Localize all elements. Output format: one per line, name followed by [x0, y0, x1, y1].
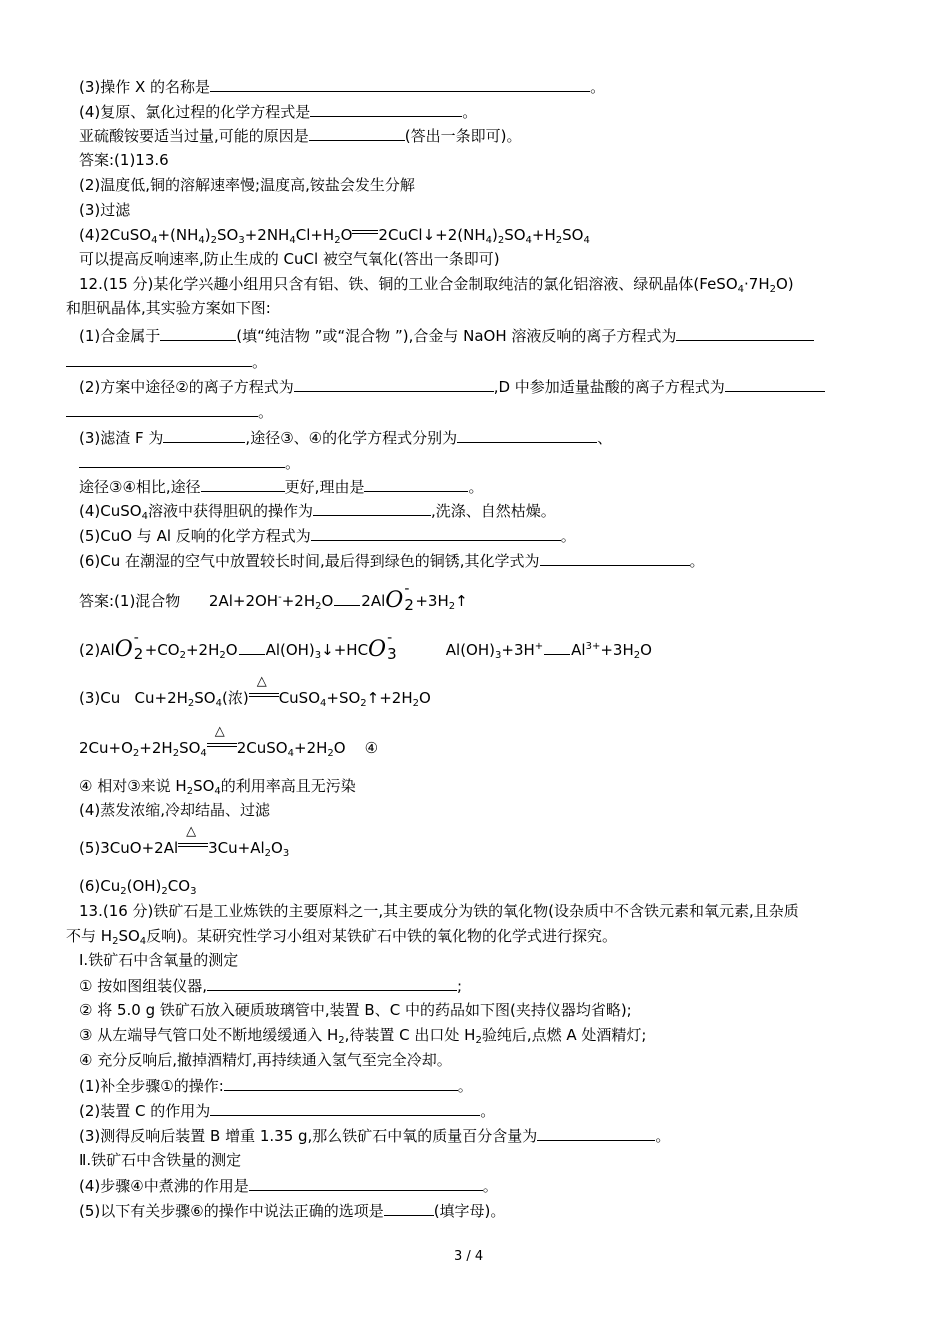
q12-4: (4)CuSO$_4$溶液中获得胆矾的操作为 ,洗涤、自然枯燥。: [79, 502, 556, 522]
page-number: 3 / 4: [454, 1249, 484, 1264]
q3-line: (3)操作 X 的名称是 。: [79, 78, 606, 96]
q13-intro: 13.(16 分)铁矿石是工业炼铁的主要原料之一,其主要成分为铁的氧化物(设杂质中不含铁元素和氧元素,且杂质: [79, 902, 799, 920]
answer-blank[interactable]: [207, 975, 457, 991]
q12-3-compare: 途径③④相比,途径 更好,理由是 。: [79, 478, 484, 496]
q12-5: (5)CuO 与 Al 反响的化学方程式为 。: [79, 527, 576, 545]
answer-blank[interactable]: [210, 76, 590, 92]
q13-section-I: Ⅰ.铁矿石中含氧量的测定: [79, 951, 239, 969]
answer-blank[interactable]: [79, 452, 285, 468]
q4-text: (4)复原、氯化过程的化学方程式是: [79, 103, 311, 121]
q12-1-cont: 。: [66, 351, 267, 372]
answer-12-5: (5)3CuO+2Al △ $3Cu+Al_2O_3$: [79, 824, 290, 859]
q12-2-cont: 。: [66, 401, 273, 422]
q13-intro-2: 不与 $H_2SO_4$反响)。某研究性学习小组对某铁矿石中铁的氧化物的化学式进行探究。: [66, 927, 617, 947]
answer-4-equation: $(4)2CuSO_4+(NH_4)_2SO_3+2NH_4Cl+H_2O$ $2CuCl↓+2(NH_4)_2SO_4+H_2SO_4$: [79, 226, 590, 246]
answer-2: (2)温度低,铜的溶解速率慢;温度高,铵盐会发生分解: [79, 176, 415, 194]
answer-blank[interactable]: [311, 525, 561, 541]
q13-1: (1)补全步骤①的操作: 。: [79, 1077, 473, 1095]
answer-blank[interactable]: [163, 427, 245, 443]
q13-2: (2)装置 C 的作用为 。: [79, 1102, 496, 1120]
answer-12-3b: $2Cu+O_2+2H_2SO_4$ △ $2CuSO_4+2H_2O$ ④: [79, 724, 379, 759]
answer-blank[interactable]: [676, 325, 814, 341]
q13-step-1: ① 按如图组装仪器, ;: [79, 977, 463, 995]
q4-line: (4)复原、氯化过程的化学方程式是 。: [79, 103, 478, 121]
answer-blank[interactable]: [294, 376, 494, 392]
answer-12-2: (2)AlO - 2 $+CO_2+2H_2O$ $Al(OH)_3↓+HCO$ - 3 $Al(OH)_3+3H^+$ $Al^{3+}+3H_2O$: [79, 630, 652, 663]
q13-step-4: ④ 充分反响后,撤掉酒精灯,再持续通入氢气至完全冷却。: [79, 1051, 452, 1069]
answer-12-1: 答案:(1)混合物 $2Al+2OH^-+2H_2O$ 2AlO - 2 $+3H_2↑$: [79, 581, 468, 614]
q13-section-II: Ⅱ.铁矿石中含铁量的测定: [79, 1151, 242, 1169]
answer-blank[interactable]: [160, 325, 236, 341]
answer-blank[interactable]: [309, 125, 405, 141]
q4-reason-text: 亚硫酸铵要适当过量,可能的原因是: [79, 127, 309, 145]
q12-1: (1)合金属于 (填“纯洁物 ”或“混合物 ”),合金与 NaOH 溶液反响的离子方程式为: [79, 325, 814, 346]
answer-blank[interactable]: [66, 351, 252, 367]
answer-blank[interactable]: [66, 401, 258, 417]
answer-blank[interactable]: [313, 500, 431, 516]
answer-blank[interactable]: [249, 1175, 483, 1191]
answer-blank[interactable]: [310, 101, 462, 117]
answer-12-3: (3)Cu $Cu+2H_2SO_4$(浓) △ $CuSO_4+SO_2↑+2H_2O$: [79, 674, 431, 709]
answer-12-3c: ④ 相对③来说 $H_2SO_4$的利用率高且无污染: [79, 777, 356, 797]
answer-blank[interactable]: [457, 427, 597, 443]
q12-2: (2)方案中途径②的离子方程式为 ,D 中参加适量盐酸的离子方程式为: [79, 376, 825, 397]
q3-text: (3)操作 X 的名称是: [79, 78, 211, 96]
answer-4-note: 可以提高反响速率,防止生成的 CuCl 被空气氧化(答出一条即可): [79, 250, 500, 268]
answer-blank[interactable]: [540, 550, 690, 566]
answer-blank[interactable]: [224, 1075, 458, 1091]
answer-1: 答案:(1)13.6: [79, 151, 169, 169]
q13-5: (5)以下有关步骤⑥的操作中说法正确的选项是 (填字母)。: [79, 1202, 506, 1220]
answer-blank[interactable]: [364, 476, 468, 492]
answer-blank[interactable]: [537, 1125, 655, 1141]
answer-blank[interactable]: [725, 376, 825, 392]
q13-step-3: ③ 从左端导气管口处不断地缓缓通入 $H_2$,待装置 C 出口处 $H_2$验纯后,点燃 A 处酒精灯;: [79, 1026, 647, 1046]
q4-reason-line: 亚硫酸铵要适当过量,可能的原因是 (答出一条即可)。: [79, 127, 522, 145]
q13-3: (3)测得反响后装置 B 增重 1.35 g,那么铁矿石中氧的质量百分含量为 。: [79, 1127, 671, 1145]
answer-3: (3)过滤: [79, 201, 131, 219]
q12-3: (3)滤渣 F 为 ,途径③、④的化学方程式分别为 、: [79, 429, 613, 447]
answer-blank[interactable]: [201, 476, 285, 492]
answer-blank[interactable]: [384, 1200, 434, 1216]
q13-step-2: ② 将 5.0 g 铁矿石放入硬质玻璃管中,装置 B、C 中的药品如下图(夹持仪器均省略);: [79, 1001, 632, 1019]
q12-3-cont: 。: [79, 452, 300, 473]
answer-blank[interactable]: [210, 1100, 480, 1116]
answer-12-4: (4)蒸发浓缩,冷却结晶、过滤: [79, 801, 271, 819]
q12-6: (6)Cu 在潮湿的空气中放置较长时间,最后得到绿色的铜锈,其化学式为 。: [79, 552, 705, 570]
q12-intro-2: 和胆矾晶体,其实验方案如下图:: [66, 299, 271, 317]
q13-4: (4)步骤④中煮沸的作用是 。: [79, 1177, 498, 1195]
q12-intro: 12.(15 分)某化学兴趣小组用只含有铝、铁、铜的工业合金制取纯洁的氯化铝溶液、绿矾晶体$(FeSO_4\cdot 7H_2O)$: [79, 275, 794, 295]
answer-12-6: $(6)Cu_2(OH)_2CO_3$: [79, 877, 197, 897]
